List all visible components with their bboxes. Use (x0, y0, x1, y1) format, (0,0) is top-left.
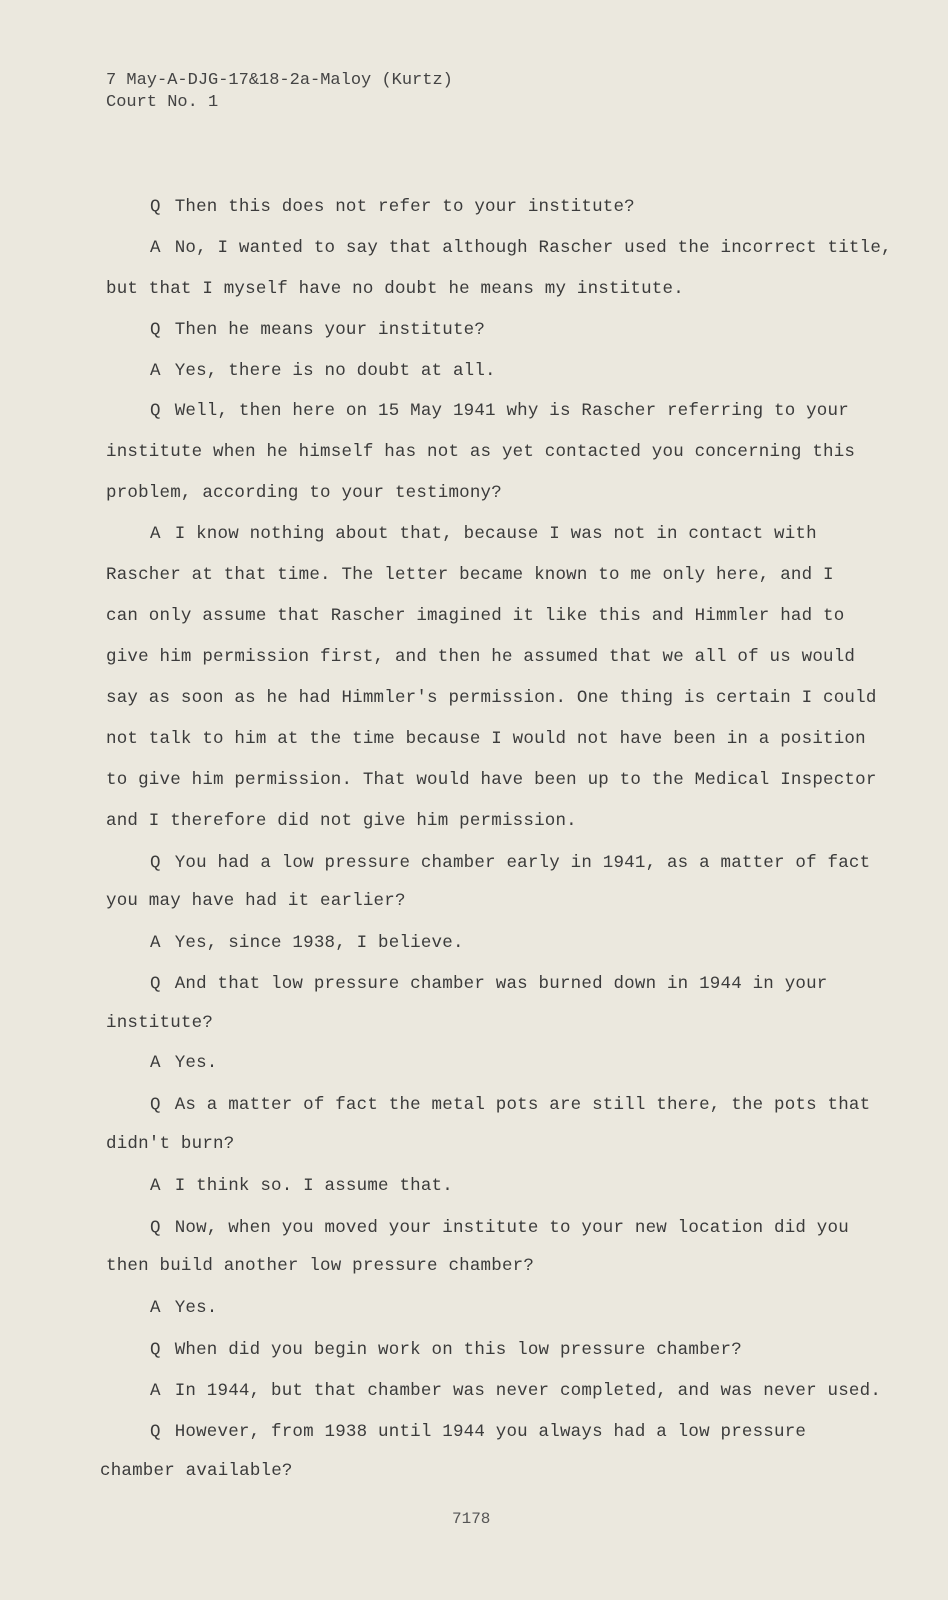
line-text: problem, according to your testimony? (106, 483, 502, 503)
speaker-label: A (150, 1176, 161, 1196)
transcript-line (150, 974, 828, 994)
page-number: 7178 (452, 1510, 491, 1528)
transcript-line (106, 279, 684, 299)
transcript-line (106, 1013, 213, 1033)
line-text: Then he means your institute? (174, 320, 486, 340)
speaker-label: A (150, 933, 161, 953)
speaker-label: A (150, 238, 161, 258)
transcript-line (150, 1053, 218, 1073)
line-text: then build another low pressure chamber? (106, 1256, 535, 1276)
line-text: Now, when you moved your institute to your new location did you (174, 1218, 849, 1238)
line-text: Yes, since 1938, I believe. (174, 933, 464, 953)
transcript-line (106, 1256, 534, 1276)
line-text: Well, then here on 15 May 1941 why is Rascher referring to your (174, 401, 849, 421)
transcript-line (106, 688, 877, 708)
line-text: I think so. I assume that. (174, 1176, 453, 1196)
line-text: didn't burn? (106, 1134, 235, 1154)
line-text: Yes. (174, 1298, 218, 1318)
transcript-line (106, 606, 844, 626)
line-text: but that I myself have no doubt he means my institute. (106, 279, 684, 299)
line-text: Yes, there is no doubt at all. (174, 361, 496, 381)
transcript-line (150, 361, 496, 381)
speaker-label: A (150, 524, 161, 544)
line-text: Then this does not refer to your institute? (174, 197, 635, 217)
speaker-label: Q (150, 974, 161, 994)
speaker-label: Q (150, 1422, 161, 1442)
line-text: institute when he himself has not as yet contacted you concerning this (106, 442, 856, 462)
line-text: to give him permission. That would have been up to the Medical Inspector (106, 770, 877, 790)
line-text: not talk to him at the time because I would not have been in a position (106, 729, 866, 749)
transcript-line (150, 1298, 218, 1318)
transcript-line (106, 483, 502, 503)
transcript-line (150, 320, 485, 340)
transcript-line (150, 1176, 453, 1196)
transcript-line (150, 1340, 742, 1360)
transcript-line (106, 891, 406, 911)
transcript-line (150, 933, 464, 953)
line-text: I know nothing about that, because I was not in contact with (174, 524, 817, 544)
line-text: say as soon as he had Himmler's permission. One thing is certain I could (106, 688, 877, 708)
speaker-label: A (150, 361, 161, 381)
transcript-line (106, 1134, 234, 1154)
line-text: Yes. (174, 1053, 218, 1073)
line-text: You had a low pressure chamber early in 1941, as a matter of fact (174, 853, 871, 873)
speaker-label: A (150, 1298, 161, 1318)
speaker-label: Q (150, 1095, 161, 1115)
speaker-label: A (150, 1381, 161, 1401)
transcript-line (106, 811, 577, 831)
document-header (106, 70, 453, 114)
transcript-line (106, 647, 855, 667)
header-line-1: 7 May-A-DJG-17&18-2a-Maloy (Kurtz) (106, 71, 453, 90)
line-text: give him permission first, and then he assumed that we all of us would (106, 647, 856, 667)
transcript-line (150, 197, 635, 217)
line-text: institute? (106, 1013, 214, 1033)
transcript-line (150, 524, 817, 544)
transcript-line (150, 238, 892, 258)
speaker-label: Q (150, 197, 161, 217)
transcript-line (106, 442, 855, 462)
header-line-2: Court No. 1 (106, 93, 219, 112)
line-text: Rascher at that time. The letter became known to me only here, and I (106, 565, 834, 585)
line-text: can only assume that Rascher imagined it like this and Himmler had to (106, 606, 845, 626)
transcript-line (150, 1381, 881, 1401)
transcript-line (150, 1095, 870, 1115)
line-text: In 1944, but that chamber was never completed, and was never used. (174, 1381, 882, 1401)
speaker-label: A (150, 1053, 161, 1073)
line-text: No, I wanted to say that although Rascher used the incorrect title, (174, 238, 892, 258)
speaker-label: Q (150, 853, 161, 873)
transcript-line (150, 1422, 806, 1442)
speaker-label: Q (150, 320, 161, 340)
line-text: However, from 1938 until 1944 you always had a low pressure (174, 1422, 807, 1442)
transcript-line (106, 770, 877, 790)
transcript-line (150, 1218, 849, 1238)
line-text: you may have had it earlier? (106, 891, 406, 911)
transcript-line (150, 401, 849, 421)
line-text: And that low pressure chamber was burned down in 1944 in your (174, 974, 828, 994)
speaker-label: Q (150, 1218, 161, 1238)
line-text: As a matter of fact the metal pots are still there, the pots that (174, 1095, 871, 1115)
speaker-label: Q (150, 401, 161, 421)
transcript-line (100, 1461, 293, 1481)
transcript-line (106, 729, 866, 749)
line-text: When did you begin work on this low pressure chamber? (174, 1340, 742, 1360)
line-text: chamber available? (100, 1461, 293, 1481)
line-text: and I therefore did not give him permission. (106, 811, 577, 831)
transcript-line (106, 565, 834, 585)
transcript-line (150, 853, 870, 873)
speaker-label: Q (150, 1340, 161, 1360)
